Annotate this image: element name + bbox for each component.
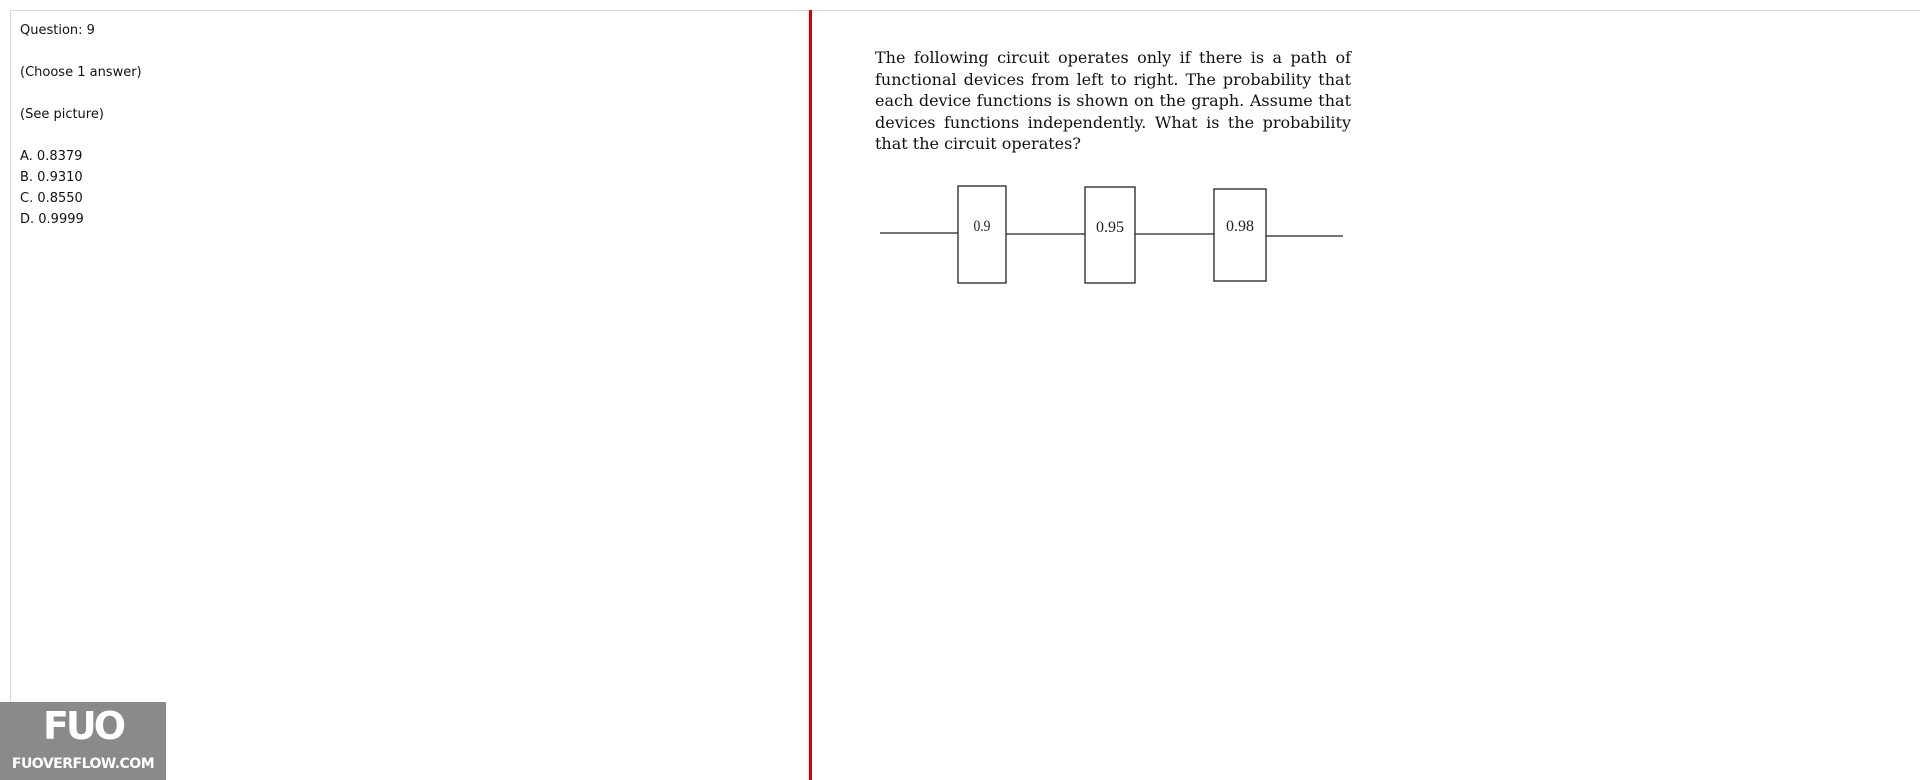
circuit-diagram — [878, 182, 1348, 286]
fuoverflow-watermark — [0, 702, 166, 780]
see-picture-note: (See picture) — [20, 107, 104, 122]
watermark-logo: FUO — [42, 704, 124, 748]
device-3-box — [1214, 189, 1266, 281]
option-c[interactable]: C. 0.8550 — [20, 191, 83, 206]
option-d[interactable]: D. 0.9999 — [20, 212, 84, 227]
answer-instruction: (Choose 1 answer) — [20, 65, 142, 80]
option-b[interactable]: B. 0.9310 — [20, 170, 83, 185]
question-number: Question: 9 — [20, 23, 95, 38]
question-body-text: The following circuit operates only if there is a path of functional devices from left to right. The probability that each device functions is shown on the graph. Assume that devices functions independently. What is the probability that the circuit operates? — [875, 48, 1351, 153]
device-1-label: 0.9 — [973, 218, 991, 236]
watermark-site: FUOVERFLOW.COM — [11, 756, 155, 772]
pane-divider[interactable] — [809, 10, 812, 780]
option-a[interactable]: A. 0.8379 — [20, 149, 83, 164]
device-3-label: 0.98 — [1226, 218, 1254, 235]
device-2-label: 0.95 — [1096, 219, 1124, 236]
question-panel — [20, 20, 800, 230]
